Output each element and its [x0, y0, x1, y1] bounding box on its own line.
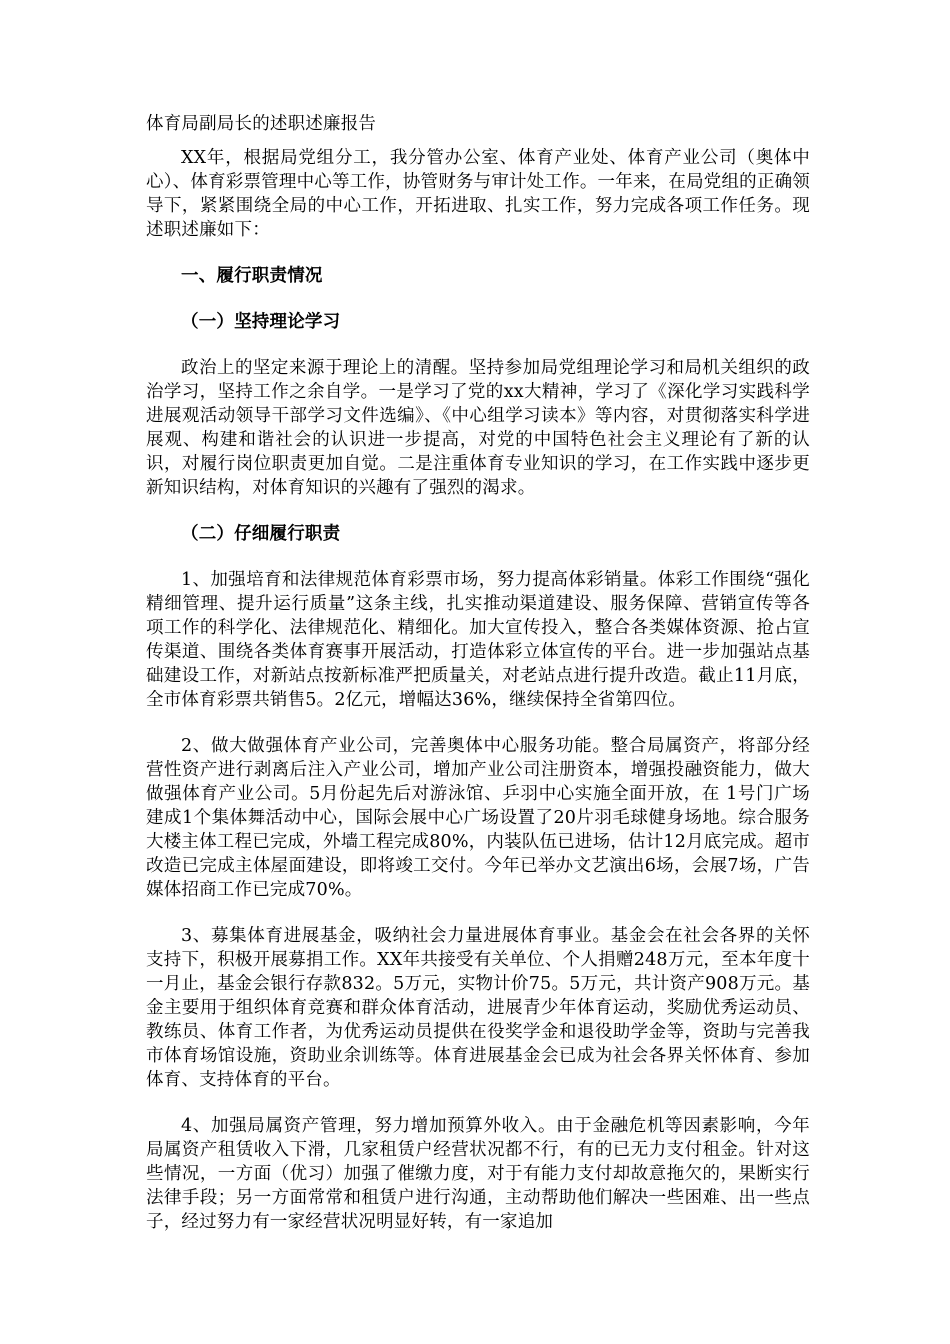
duty-item-asset-management: 4、加强局属资产管理，努力增加预算外收入。由于金融危机等因素影响，今年局属资产租赁收入下滑，几家租赁户经营状况都不行，有的已无力支付租金。针对这些情况，一方面（优习）加强了催缴力度，对于有能力支付却故意拖欠的，果断实行法律手段；另一方面常常和租赁户进行沟通，主动帮助他们解决一些困难、出一些点子，经过努力有一家经营状况明显好转，有一家追加 [146, 1116, 810, 1232]
subsection-heading-theory-study: （一）坚持理论学习 [181, 312, 341, 332]
theory-study-paragraph: 政治上的坚定来源于理论上的清醒。坚持参加局党组理论学习和局机关组织的政治学习，坚持工作之余自学。一是学习了党的xx大精神，学习了《深化学习实践科学进展观活动领导干部学习文件选编》、《中心组学习读本》等内容，对贯彻落实科学进展观、构建和谐社会的认识进一步提高，对党的中国特色社会主义理论有了新的认识，对履行岗位职责更加自觉。二是注重体育专业知识的学习，在工作实践中逐步更新知识结构，对体育知识的兴趣有了强烈的渴求。 [146, 358, 810, 498]
duty-item-industry-company: 2、做大做强体育产业公司，完善奥体中心服务功能。整合局属资产，将部分经营性资产进行剥离后注入产业公司，增加产业公司注册资本，增强投融资能力，做大做强体育产业公司。5月份起先后对游泳馆、乒羽中心实施全面开放，在 1号门广场建成1个集体舞活动中心，国际会展中心广场设置了20片羽毛球健身场地。综合服务大楼主体工程已完成，外墙工程完成80%，内装队伍已进场，估计12月底完成。超市改造已完成主体屋面建设，即将竣工交付。今年已举办文艺演出6场，会展7场，广告媒体招商工作已完成70%。 [146, 736, 810, 900]
duty-item-development-fund: 3、募集体育进展基金，吸纳社会力量进展体育事业。基金会在社会各界的关怀支持下，积极开展募捐工作。XX年共接受有关单位、个人捐赠248万元，至本年度十一月止，基金会银行存款832。5万元，实物计价75。5万元，共计资产908万元。基金主要用于组织体育竞赛和群众体育活动，进展青少年体育运动，奖励优秀运动员、教练员、体育工作者，为优秀运动员提供在役奖学金和退役助学金等，资助与完善我市体育场馆设施，资助业余训练等。体育进展基金会已成为社会各界关怀体育、参加体育、支持体育的平台。 [146, 926, 810, 1090]
document-page [146, 112, 810, 1256]
subsection-heading-fulfill-duties: （二）仔细履行职责 [181, 524, 341, 544]
document-title: 体育局副局长的述职述廉报告 [146, 114, 377, 134]
section-heading-duties: 一、履行职责情况 [181, 266, 323, 286]
duty-item-lottery: 1、加强培育和法律规范体育彩票市场，努力提高体彩销量。体彩工作围绕“强化精细管理、提升运行质量”这条主线，扎实推动渠道建设、服务保障、营销宣传等各项工作的科学化、法律规范化、精细化。加大宣传投入，整合各类媒体资源、抢占宣传渠道、围绕各类体育赛事开展活动，打造体彩立体宣传的平台。进一步加强站点基础建设工作，对新站点按新标准严把质量关，对老站点进行提升改造。截止11月底，全市体育彩票共销售5。2亿元，增幅达36%，继续保持全省第四位。 [146, 570, 810, 710]
intro-paragraph: XX年，根据局党组分工，我分管办公室、体育产业处、体育产业公司（奥体中心）、体育彩票管理中心等工作，协管财务与审计处工作。一年来，在局党组的正确领导下，紧紧围绕全局的中心工作，开拓进取、扎实工作，努力完成各项工作任务。现述职述廉如下： [146, 148, 810, 240]
